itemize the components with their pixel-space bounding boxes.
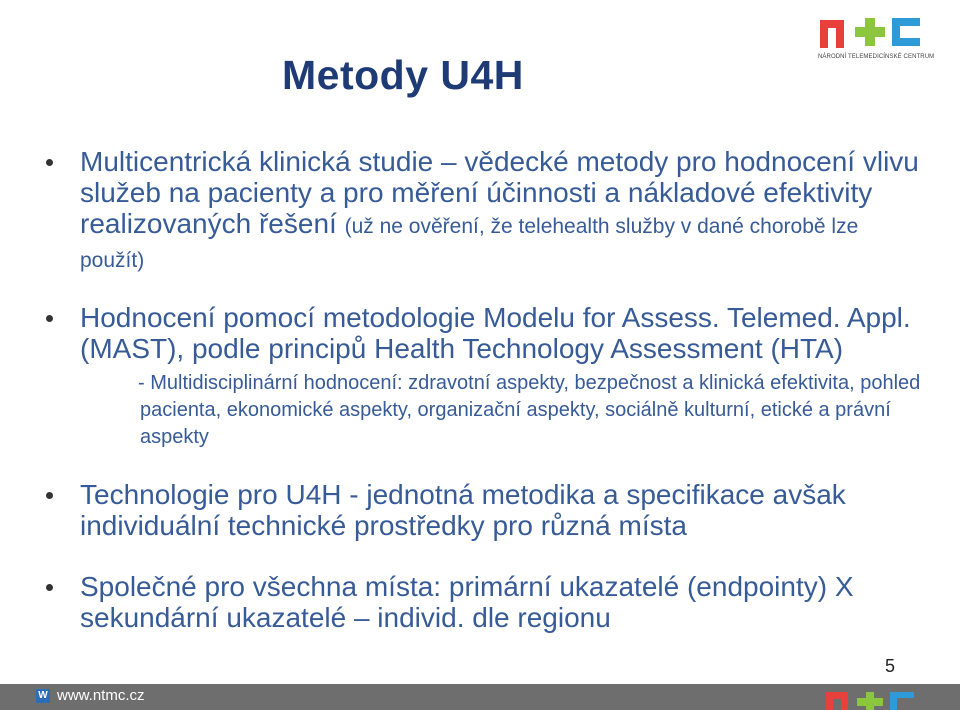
bullet-note: (už ne ověření, že telehealth služby v dané chorobě lze použít) <box>80 215 859 272</box>
logo-plus-icon <box>853 16 887 48</box>
bullet-text: Společné pro všechna místa: primární ukazatelé (endpointy) X sekundární ukazatelé – individ. dle regionu <box>80 571 854 633</box>
bullet-dot <box>46 159 53 166</box>
logo-c-icon <box>890 16 922 48</box>
bullet-item <box>44 302 924 451</box>
logo-caption: NÁRODNÍ TELEMEDICÍNSKÉ CENTRUM <box>818 54 935 60</box>
bullet-dot <box>46 584 53 591</box>
slide-title: Metody U4H <box>282 52 524 98</box>
bullet-list <box>44 146 924 633</box>
footer-logo <box>824 690 916 710</box>
bullet-text: Technologie pro U4H - jednotná metodika a specifikace avšak individuální technické prostředky pro různá místa <box>80 479 846 541</box>
bullet-item <box>44 146 924 276</box>
sub-bullet-text: - Multidisciplinární hodnocení: zdravotní aspekty, bezpečnost a klinická efektivita, pohled pacienta, ekonomické aspekty, organizační aspekty, sociálně kulturní, etické a právní aspekty <box>138 372 921 448</box>
bullet-text: Hodnocení pomocí metodologie Modelu for Assess. Telemed. Appl. (MAST), podle principů Health Technology Assessment (HTA) <box>80 302 911 364</box>
bullet-text: Multicentrická klinická studie – vědecké metody pro hodnocení vlivu služeb na pacienty a pro měření účinnosti a nákladové efektivity realizovaných řešení <box>80 146 919 239</box>
bullet-dot <box>46 315 53 322</box>
logo-n-icon <box>818 16 850 48</box>
footer-logo-c-icon <box>888 690 916 710</box>
bullet-item <box>44 571 924 633</box>
ntmc-logo <box>818 14 935 60</box>
footer-bar <box>0 684 960 710</box>
footer-logo-plus-icon <box>855 690 885 710</box>
footer-logo-n-icon <box>824 690 852 710</box>
footer-url-link[interactable]: www.ntmc.cz <box>57 687 145 704</box>
web-icon: W <box>36 689 50 703</box>
bullet-item <box>44 479 924 541</box>
slide-number: 5 <box>885 656 896 676</box>
logo-marks <box>818 14 930 50</box>
bullet-dot <box>46 492 53 499</box>
